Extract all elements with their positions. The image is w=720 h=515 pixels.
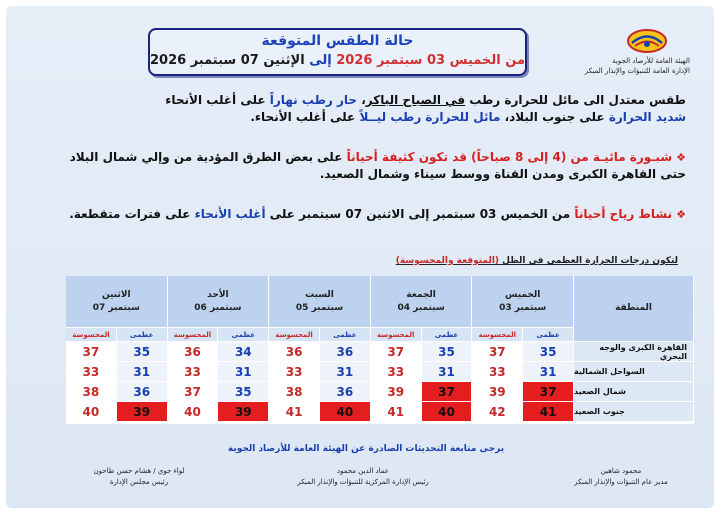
fog-line-2: حتى القاهرة الكبرى ومدن القناة ووسط سيناء وشمال الصعيد.	[319, 167, 686, 181]
signer-name: محمود شاهين	[600, 467, 642, 475]
region-name: القاهرة الكبرى والوجه البحري	[574, 342, 693, 361]
region-name: شمال الصعيد	[574, 382, 693, 401]
fog-warning	[26, 149, 686, 183]
table-caption-highlight: (المتوقعة والمحسوسة)	[395, 256, 500, 266]
felt-temp-cell: 36	[269, 342, 319, 361]
felt-subheader: المحسوسة	[472, 328, 522, 341]
felt-temp-cell: 40	[66, 402, 116, 421]
felt-temp-cell: 36	[168, 342, 218, 361]
fog-highlight: شبـورة مائيـة من (4 إلى 8 صباحاً) قد تكون كثيفة أحياناً	[346, 150, 673, 164]
day-column-header	[472, 276, 573, 327]
forecast-very-hot: شديد الحرارة	[608, 110, 686, 124]
page-title: حالة الطقس المتوقعة	[261, 33, 414, 49]
day-name: الجمعة	[406, 289, 436, 300]
felt-temp-cell: 37	[168, 382, 218, 401]
max-temp-cell: 35	[523, 342, 573, 361]
max-temp-cell: 31	[422, 362, 472, 381]
max-temp-cell: 35	[422, 342, 472, 361]
felt-temp-cell: 39	[472, 382, 522, 401]
signer-title: رئيس مجلس الإدارة	[109, 478, 169, 486]
org-line-1: الهيئة العامة للأرصاد الجوية	[612, 57, 690, 65]
table-caption-text: لتكون درجات الحرارة العظمى في الظل	[499, 256, 678, 266]
day-name: السبت	[305, 289, 334, 300]
max-subheader: عظمى	[218, 328, 268, 341]
wind-highlight: نشاط رياح أحياناً	[574, 207, 673, 221]
felt-temp-cell: 37	[66, 342, 116, 361]
day-name: الاثنين	[101, 289, 131, 300]
table-caption	[396, 256, 678, 266]
max-temp-cell: 31	[320, 362, 370, 381]
felt-temp-cell: 42	[472, 402, 522, 421]
felt-temp-cell: 33	[168, 362, 218, 381]
max-temp-cell: 37	[422, 382, 472, 401]
forecast-early-morning: في الصباح الباكر	[365, 93, 466, 107]
forecast-text: طقس معتدل الى مائل للحرارة رطب	[465, 93, 686, 107]
day-column-header	[371, 276, 472, 327]
region-column-header: المنطقة	[574, 276, 693, 341]
day-column-header	[168, 276, 269, 327]
felt-subheader: المحسوسة	[66, 328, 116, 341]
org-name	[550, 56, 690, 76]
day-name: الخميس	[504, 289, 541, 300]
day-name: الأحد	[207, 289, 229, 300]
warning-diamond-icon: ❖	[676, 208, 686, 221]
title-box	[148, 28, 527, 76]
felt-temp-cell: 33	[269, 362, 319, 381]
forecast-text: على أغلب الأنحاء	[165, 93, 270, 107]
felt-temp-cell: 33	[472, 362, 522, 381]
max-temp-cell: 37	[523, 382, 573, 401]
day-column-header	[66, 276, 167, 327]
max-subheader: عظمى	[523, 328, 573, 341]
day-date: 07 سبتمبر	[92, 302, 140, 313]
max-temp-cell: 35	[218, 382, 268, 401]
max-temp-cell: 36	[117, 382, 167, 401]
forecast-sep: ،	[357, 93, 366, 107]
signer-name: لواء جوي / هشام حسن طاحون	[93, 467, 185, 475]
day-date: 05 سبتمبر	[295, 302, 344, 313]
forecast-night: مائل للحرارة رطب ليــلاً	[359, 110, 501, 124]
forecast-line-2	[26, 109, 686, 126]
max-temp-cell: 40	[320, 402, 370, 421]
felt-subheader: المحسوسة	[371, 328, 421, 341]
felt-temp-cell: 38	[269, 382, 319, 401]
follow-updates-note: يرجى متابعة التحديثات الصادرة عن الهيئة العامة للأرصاد الجوية	[227, 444, 505, 454]
wind-text: على فترات متقطعة.	[69, 207, 195, 221]
date-range-start: من الخميس 03 سبتمبر 2026	[336, 53, 525, 68]
max-temp-cell: 41	[523, 402, 573, 421]
date-range-end: الإثنين 07 سبتمبر 2026	[149, 53, 305, 68]
max-subheader: عظمى	[422, 328, 472, 341]
max-temp-cell: 36	[320, 382, 370, 401]
felt-temp-cell: 40	[168, 402, 218, 421]
forecast-line-1	[26, 92, 686, 109]
signature-block-3	[64, 466, 214, 488]
max-temp-cell: 36	[320, 342, 370, 361]
day-date: 03 سبتمبر	[499, 302, 547, 313]
signer-title: رئيس الإدارة المركزية للتنبؤات والإنذار المبكر	[297, 478, 429, 486]
signature-block-1	[536, 466, 706, 488]
date-range	[150, 53, 525, 68]
max-temp-cell: 31	[523, 362, 573, 381]
fog-text: على بعض الطرق المؤدية من وإلي شمال البلاد	[69, 150, 347, 164]
felt-temp-cell: 37	[371, 342, 421, 361]
signer-title: مدير عام التنبؤات والإنذار المبكر	[574, 478, 668, 486]
forecast-text: على جنوب البلاد،	[500, 110, 609, 124]
wind-text: من الخميس 03 سبتمبر إلى الاثنين 07 سبتمبر على	[265, 207, 575, 221]
region-name: السواحل الشمالية	[574, 362, 693, 381]
felt-temp-cell: 37	[472, 342, 522, 361]
felt-temp-cell: 33	[371, 362, 421, 381]
bulletin-sheet	[6, 6, 714, 508]
max-temp-cell: 40	[422, 402, 472, 421]
day-column-header	[269, 276, 370, 327]
ema-logo-icon	[626, 28, 668, 54]
max-temp-cell: 39	[117, 402, 167, 421]
max-temp-cell: 39	[218, 402, 268, 421]
temperature-table	[66, 276, 694, 424]
max-temp-cell: 31	[218, 362, 268, 381]
fog-line-1	[26, 149, 686, 166]
felt-subheader: المحسوسة	[269, 328, 319, 341]
max-subheader: عظمى	[320, 328, 370, 341]
region-name: جنوب الصعيد	[574, 402, 693, 421]
felt-temp-cell: 41	[371, 402, 421, 421]
signature-block-2	[268, 466, 458, 488]
forecast-daytime: حار رطب نهاراً	[269, 93, 358, 107]
day-date: 04 سبتمبر	[397, 302, 445, 313]
max-temp-cell: 34	[218, 342, 268, 361]
wind-warning	[26, 206, 686, 223]
forecast-text: على أغلب الأنحاء.	[250, 110, 360, 124]
felt-temp-cell: 33	[66, 362, 116, 381]
felt-temp-cell: 39	[371, 382, 421, 401]
max-temp-cell: 31	[117, 362, 167, 381]
felt-temp-cell: 41	[269, 402, 319, 421]
date-range-connector: إلى	[309, 53, 332, 68]
felt-subheader: المحسوسة	[168, 328, 218, 341]
signer-name: عماد الدين محمود	[336, 467, 389, 475]
forecast-paragraph	[26, 92, 686, 126]
felt-temp-cell: 38	[66, 382, 116, 401]
max-temp-cell: 35	[117, 342, 167, 361]
org-line-2: الإدارة العامة للتنبؤات والإنذار المبكر	[584, 67, 690, 75]
max-subheader: عظمى	[117, 328, 167, 341]
day-date: 06 سبتمبر	[194, 302, 242, 313]
wind-regions: أغلب الأنحاء	[194, 207, 266, 221]
warning-diamond-icon: ❖	[676, 151, 686, 164]
